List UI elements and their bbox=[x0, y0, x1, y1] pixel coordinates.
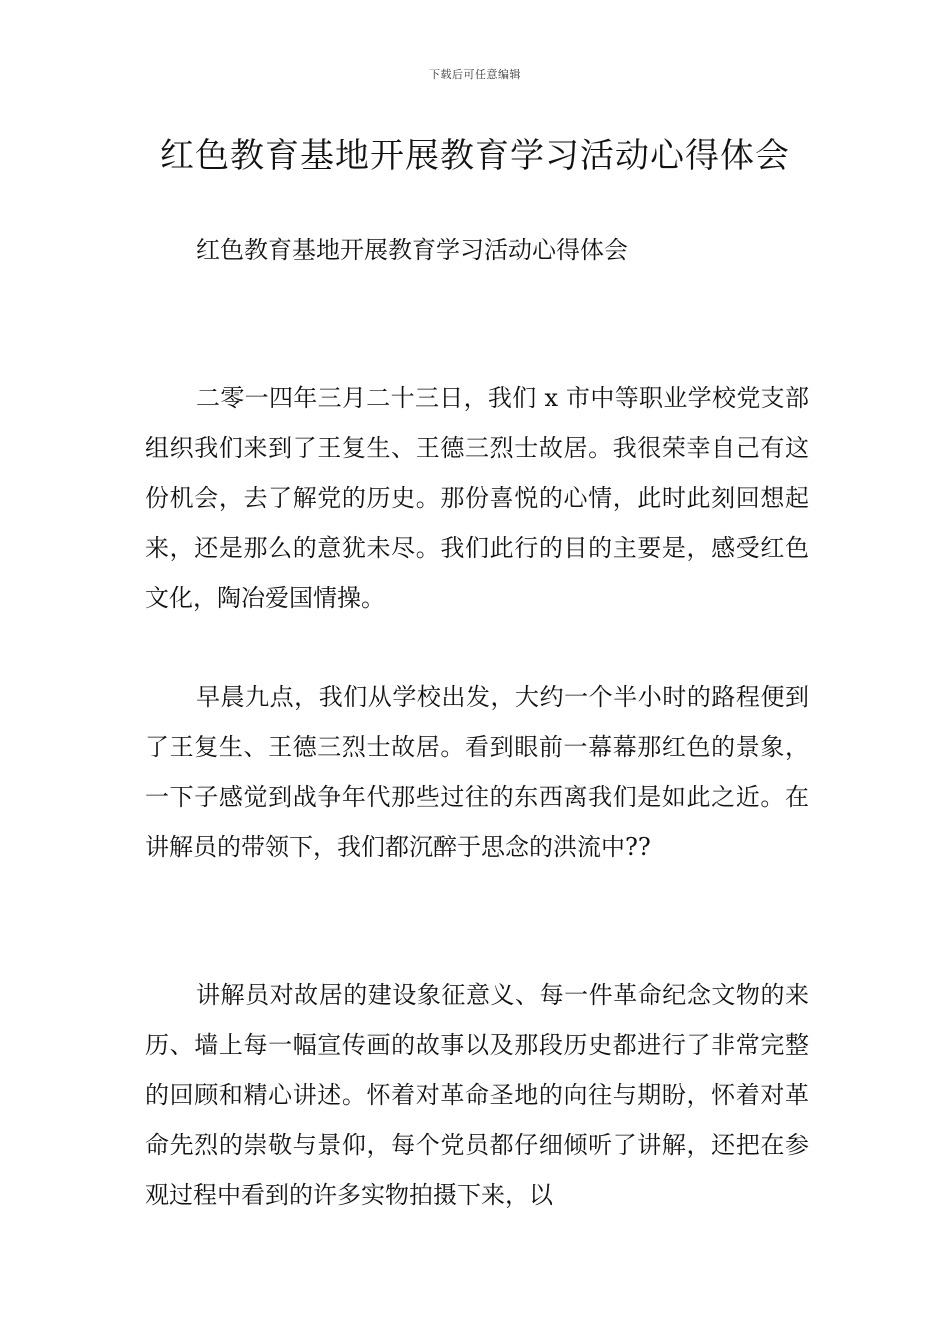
header-note: 下载后可任意编辑 bbox=[429, 68, 521, 81]
body-paragraph: 讲解员对故居的建设象征意义、每一件革命纪念文物的来历、墙上每一幅宣传画的故事以及那段历史都进行了非常完整的回顾和精心讲述。怀着对革命圣地的向往与期盼，怀着对革命先烈的崇敬与景仰，每个党员都仔细倾听了讲解，还把在参观过程中看到的许多实物拍摄下来，以 bbox=[145, 981, 809, 1209]
subtitle: 红色教育基地开展教育学习活动心得体会 bbox=[196, 236, 628, 264]
body-paragraph: 早晨九点，我们从学校出发，大约一个半小时的路程便到了王复生、王德三烈士故居。看到眼前一幕幕那红色的景象，一下子感觉到战争年代那些过往的东西离我们是如此之近。在讲解员的带领下，我们都沉醉于思念的洪流中?? bbox=[145, 683, 809, 861]
page-title: 红色教育基地开展教育学习活动心得体会 bbox=[160, 136, 790, 176]
body-paragraph: 二零一四年三月二十三日，我们 x 市中等职业学校党支部组织我们来到了王复生、王德三烈士故居。我很荣幸自己有这份机会，去了解党的历史。那份喜悦的心情，此时此刻回想起来，还是那么的意犹未尽。我们此行的目的主要是，感受红色文化，陶冶爱国情操。 bbox=[145, 384, 809, 612]
